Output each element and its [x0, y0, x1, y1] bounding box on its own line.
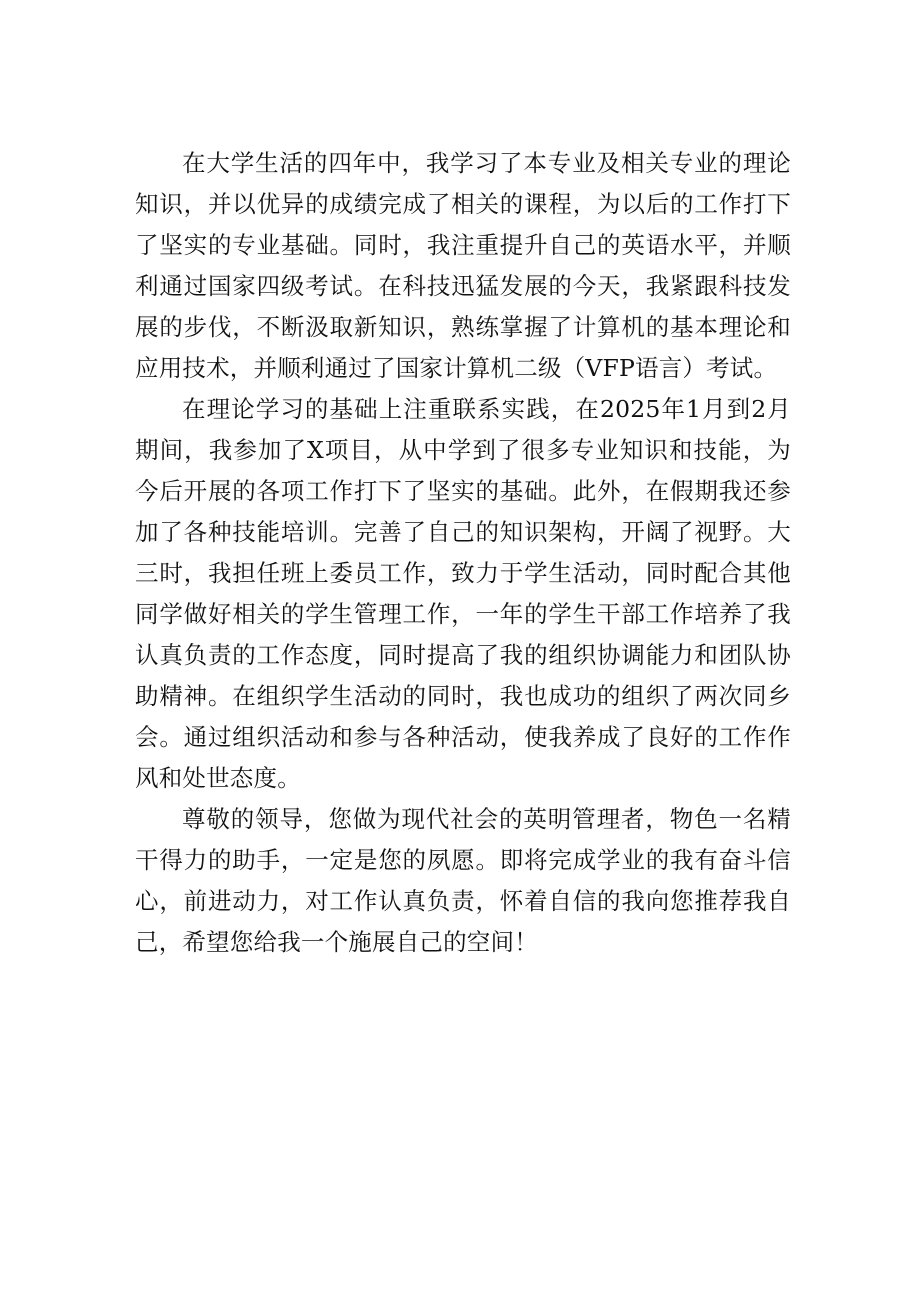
document-body — [135, 143, 791, 963]
paragraph-education: 在大学生活的四年中，我学习了本专业及相关专业的理论知识，并以优异的成绩完成了相关的课程，为以后的工作打下了坚实的专业基础。同时，我注重提升自己的英语水平，并顺利通过国家四级考试。在科技迅猛发展的今天，我紧跟科技发展的步伐，不断汲取新知识，熟练掌握了计算机的基本理论和应用技术，并顺利通过了国家计算机二级（VFP语言）考试。 — [135, 149, 791, 382]
paragraph-closing: 尊敬的领导，您做为现代社会的英明管理者，物色一名精干得力的助手，一定是您的夙愿。即将完成学业的我有奋斗信心，前进动力，对工作认真负责，怀着自信的我向您推荐我自己，希望您给我一个施展自己的空间！ — [135, 805, 791, 956]
paragraph-practice: 在理论学习的基础上注重联系实践，在2025年1月到2月期间，我参加了X项目，从中学到了很多专业知识和技能，为今后开展的各项工作打下了坚实的基础。此外，在假期我还参加了各种技能培训。完善了自己的知识架构，开阔了视野。大三时，我担任班上委员工作，致力于学生活动，同时配合其他同学做好相关的学生管理工作，一年的学生干部工作培养了我认真负责的工作态度，同时提高了我的组织协调能力和团队协助精神。在组织学生活动的同时，我也成功的组织了两次同乡会。通过组织活动和参与各种活动，使我养成了良好的工作作风和处世态度。 — [135, 395, 791, 792]
